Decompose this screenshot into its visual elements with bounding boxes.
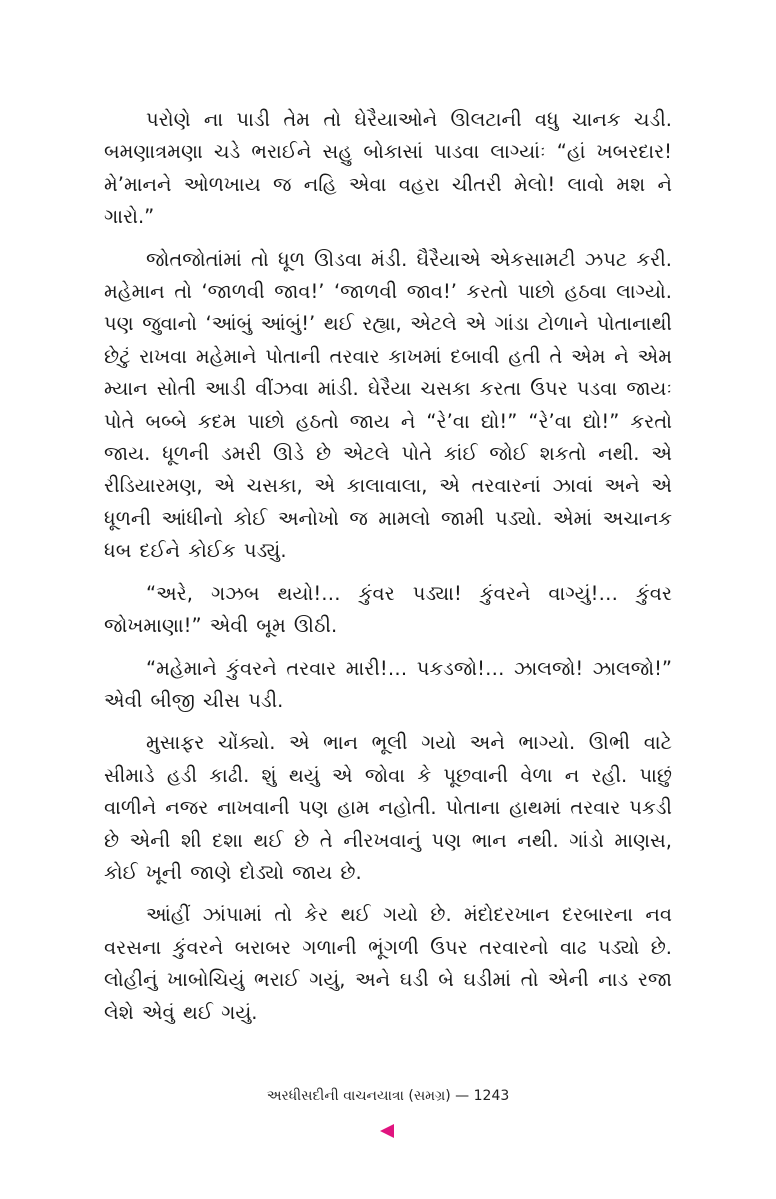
left-triangle-icon[interactable] [380,1124,394,1138]
paragraph: “મહેમાને કુંવરને તરવાર મારી!… પકડજો!… ઝાલજો! ઝાલજો!” એવી બીજી ચીસ પડી. [104,656,672,712]
paragraph: આંહીં ઝાંપામાં તો કેર થઈ ગયો છે. મંદોદરખાન દરબારના નવ વરસના કુંવરને બરાબર ગળાની ભૂંગળી ઉપર તરવારનો વાઢ પડ્યો છે. લોહીનું ખાબોચિયું ભરાઈ ગયું, અને ઘડી બે ઘડીમાં તો એની નાડ રજા લેશે એવું થઈ ગયું. [104,903,672,1024]
page-footer: અરધીસદીની વાચનયાત્રા (સમગ્ર) — 1243 [266,1088,510,1104]
paragraph: જોતજોતાંમાં તો ધૂળ ઊડવા મંડી. ઘૈરૈયાએ એકસામટી ઝપટ કરી. મહેમાન તો ‘જાળવી જાવ!’ ‘જાળવી જાવ!’ કરતો પાછો હઠવા લાગ્યો. પણ જુવાનો ‘આંબું આંબું!’ થઈ રહ્યા, એટલે એ ગાંડા ટોળાને પોતાનાથી છેટું રાખવા મહેમાને પોતાની તરવાર કાખમાં દબાવી હતી તે એમ ને એમ મ્યાન સોતી આડી વીંઝવા માંડી. ઘેરૈયા ચસકા કરતા ઉપર પડવા જાયઃ પોતે બબ્બે કદમ પાછો હઠતો જાય ને “રે’વા દ્યો!” “રે’વા દ્યો!” કરતો જાય. ધૂળની ડમરી ઊડે છે એટલે પોતે કાંઈ જોઈ શકતો નથી. એ રીડિયારમણ, એ ચસકા, એ કાલાવાલા, એ તરવારનાં ઝાવાં અને એ ધૂળની આંધીનો કોઈ અનોખો જ મામલો જામી પડ્યો. એમાં અચાનક ધબ દઈને કોઈક પડ્યું. [104,247,672,563]
paragraph: “અરે, ગઝબ થયો!… કુંવર પડ્યા! કુંવરને વાગ્યું!… કુંવર જોખમાણા!” એવી બૂમ ઊઠી. [104,581,672,638]
body-text [104,104,672,1029]
paragraph: મુસાફર ચોંક્યો. એ ભાન ભૂલી ગયો અને ભાગ્યો. ઊભી વાટે સીમાડે હડી કાઢી. શું થયું એ જોવા કે પૂછવાની વેળા ન રહી. પાછું વાળીને નજર નાખવાની પણ હામ નહોતી. પોતાના હાથમાં તરવાર પકડી છે એની શી દશા થઈ છે તે નીરખવાનું પણ ભાન નથી. ગાંડો માણસ, કોઈ ખૂની જાણે દોડ્યો જાય છે. [104,731,672,884]
paragraph: પરોણે ના પાડી તેમ તો ઘેરૈયાઓને ઊલટાની વધુ ચાનક ચડી. બમણાત્રમણા ચડે ભરાઈને સહુ બોકાસાં પાડવા લાગ્યાંઃ “હાં ખબરદાર! મે’માનને ઓળખાય જ નહિ એવા વહરા ચીતરી મેલો! લાવો મશ ને ગારો.” [104,108,672,229]
